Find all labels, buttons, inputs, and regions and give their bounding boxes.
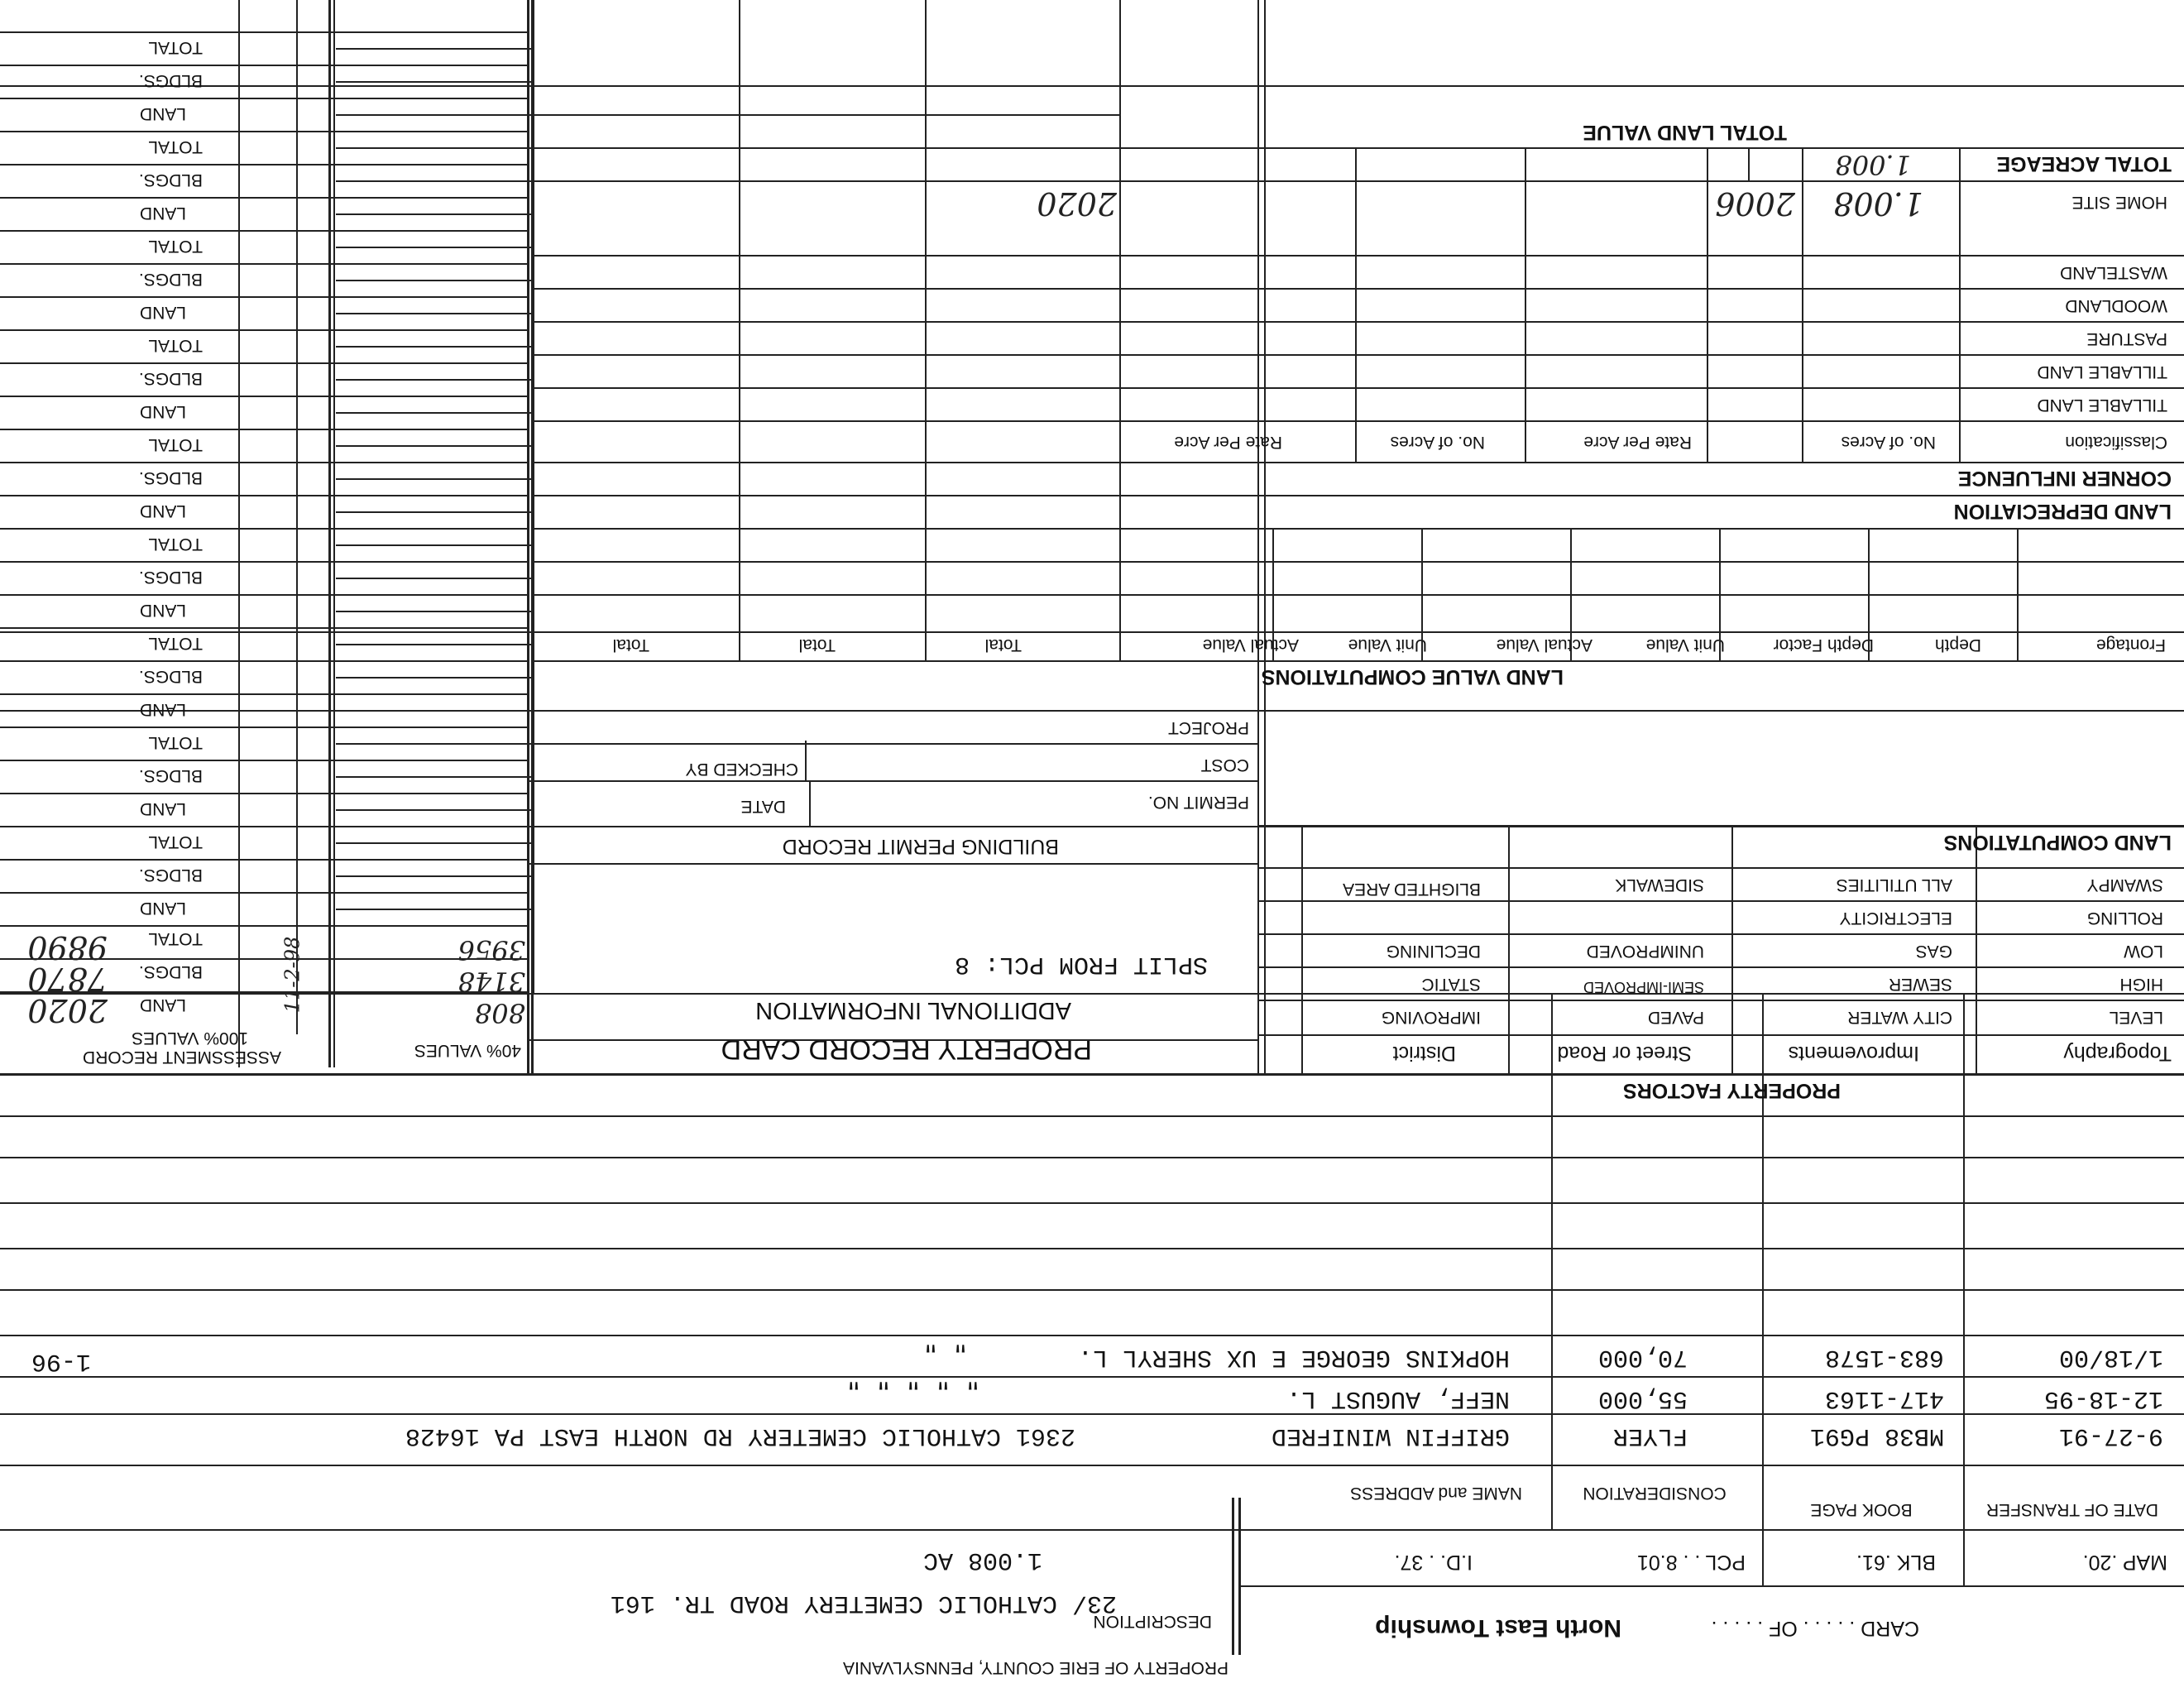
rule bbox=[0, 727, 529, 728]
assessment-row-label: BLDGS. bbox=[138, 766, 203, 785]
rule bbox=[805, 741, 807, 782]
assessment-row-label: TOTAL bbox=[148, 733, 203, 752]
rule bbox=[0, 1289, 2184, 1291]
total-land-value-label: TOTAL LAND VALUE bbox=[1583, 121, 1787, 144]
rule bbox=[336, 511, 534, 513]
rule bbox=[1762, 993, 1764, 1531]
assessment-row-label: BLDGS. bbox=[138, 369, 203, 388]
assess-land-100: 2020 bbox=[27, 992, 108, 1029]
permit-date-label: DATE bbox=[740, 797, 786, 816]
district-improving: IMPROVING bbox=[1381, 1008, 1481, 1027]
street-header: Street or Road bbox=[1557, 1042, 1692, 1065]
rule bbox=[1707, 149, 1708, 463]
rule bbox=[238, 0, 240, 1067]
assess-total-label: TOTAL bbox=[148, 929, 203, 948]
rule bbox=[1257, 900, 2184, 902]
class-header-acres-1: No. of Acres bbox=[1841, 433, 1936, 452]
rule bbox=[0, 760, 529, 761]
rule bbox=[1551, 993, 1553, 1531]
class-pasture: PASTURE bbox=[2086, 329, 2167, 348]
assessment-row-label: TOTAL bbox=[148, 535, 203, 554]
blk-field: BLK .61. bbox=[1856, 1551, 1936, 1574]
rule bbox=[0, 710, 2184, 712]
card-of-field: CARD . . . . . OF . . . . . bbox=[1711, 1617, 1919, 1640]
rule bbox=[0, 31, 529, 33]
class-header-acres-2: No. of Acres bbox=[1390, 433, 1485, 452]
assessment-row-label: BLDGS. bbox=[138, 667, 203, 686]
assess-land-label: LAND bbox=[139, 995, 186, 1014]
rule bbox=[0, 627, 529, 629]
property-of-label: PROPERTY OF ERIE COUNTY, PENNSYLVANIA bbox=[842, 1658, 1228, 1677]
impr-city-water: CITY WATER bbox=[1847, 1008, 1952, 1027]
rule bbox=[336, 743, 534, 745]
class-home-site: HOME SITE bbox=[2071, 193, 2167, 212]
assess-bldgs-label: BLDGS. bbox=[138, 962, 203, 981]
rule bbox=[0, 329, 529, 331]
rule bbox=[534, 420, 2184, 422]
col-unit-value: Unit Value bbox=[1645, 635, 1725, 655]
transfer-consideration: 55,000 bbox=[1597, 1384, 1688, 1412]
transfer-address: " " bbox=[922, 1326, 968, 1355]
district-static: STATIC bbox=[1421, 975, 1481, 994]
rule bbox=[0, 362, 529, 364]
rule bbox=[336, 776, 534, 778]
rule bbox=[534, 255, 2184, 257]
rule bbox=[328, 0, 331, 1067]
building-permit-title: BUILDING PERMIT RECORD bbox=[782, 835, 1059, 858]
rule bbox=[336, 313, 534, 314]
rule bbox=[1508, 827, 1510, 1076]
assessment-row-label: BLDGS. bbox=[138, 468, 203, 487]
col-depth-factor: Depth Factor bbox=[1773, 635, 1874, 655]
impr-electricity: ELECTRICITY bbox=[1839, 909, 1952, 928]
district-declining: DECLINING bbox=[1386, 942, 1481, 961]
assessment-row-label: TOTAL bbox=[148, 137, 203, 156]
transfer-book: 417-1163 bbox=[1824, 1384, 1944, 1412]
rule bbox=[739, 0, 740, 662]
rule bbox=[1976, 827, 1977, 1076]
rule bbox=[333, 0, 335, 1067]
rule bbox=[1719, 530, 1721, 662]
rule bbox=[336, 445, 534, 447]
rule bbox=[336, 478, 534, 480]
rule bbox=[809, 782, 811, 827]
additional-info-title: ADDITIONAL INFORMATION bbox=[755, 997, 1071, 1024]
transfer-date: 1/18/00 bbox=[2058, 1343, 2163, 1371]
assessment-row-label: LAND bbox=[139, 899, 186, 918]
rule bbox=[1232, 1498, 1234, 1655]
transfer-address: 2361 CATHOLIC CEMETERY RD NORTH EAST PA 16428 bbox=[405, 1422, 1075, 1450]
rule bbox=[0, 495, 529, 496]
transfer-consideration-header: CONSIDERATION bbox=[1583, 1484, 1727, 1503]
topo-low: LOW bbox=[2124, 942, 2163, 961]
assessment-row-label: LAND bbox=[139, 104, 186, 123]
assessment-row-label: TOTAL bbox=[148, 634, 203, 653]
rule bbox=[0, 296, 529, 298]
rule bbox=[529, 180, 2184, 182]
rule bbox=[0, 1465, 2184, 1466]
col-unit-value-2: Unit Value bbox=[1348, 635, 1427, 655]
assess-land-40: 808 bbox=[474, 997, 525, 1029]
rule bbox=[0, 85, 2184, 87]
improvements-header: Improvements bbox=[1788, 1042, 1919, 1065]
col-depth: Depth bbox=[1934, 635, 1981, 655]
rule bbox=[0, 892, 529, 894]
street-paved: PAVED bbox=[1647, 1008, 1704, 1027]
assessment-row-label: TOTAL bbox=[148, 832, 203, 851]
map-field: MAP .20. bbox=[2082, 1551, 2167, 1574]
street-sidewalk: SIDEWALK bbox=[1615, 875, 1704, 894]
property-record-card-title: PROPERTY RECORD CARD bbox=[721, 1033, 1092, 1065]
assess-total-100: 9890 bbox=[27, 929, 108, 966]
assessment-row-label: LAND bbox=[139, 799, 186, 818]
rule bbox=[529, 780, 1257, 782]
street-unimproved: UNIMPROVED bbox=[1586, 942, 1704, 961]
rule bbox=[0, 826, 529, 827]
rule bbox=[336, 909, 534, 910]
rule bbox=[1257, 825, 2184, 827]
home-site-rate: 2006 bbox=[1715, 185, 1795, 222]
pct40-label: 40% VALUES bbox=[414, 1041, 521, 1060]
rule bbox=[534, 354, 2184, 356]
total-acreage-value: 1.008 bbox=[1835, 149, 1911, 180]
rule bbox=[2017, 530, 2019, 662]
class-woodland: WOODLAND bbox=[2065, 296, 2167, 315]
rule bbox=[0, 1376, 2184, 1378]
permit-checked-by-label: CHECKED BY bbox=[685, 760, 798, 779]
rule bbox=[527, 0, 529, 1076]
rule bbox=[1868, 530, 1870, 662]
rule bbox=[1959, 149, 1961, 463]
permit-cost-label: COST bbox=[1200, 755, 1249, 774]
pct100-label: 100% VALUES bbox=[132, 1029, 248, 1048]
assessment-row-label: TOTAL bbox=[148, 38, 203, 57]
rule bbox=[1272, 530, 1274, 662]
rule bbox=[529, 1039, 1257, 1041]
class-tillable-2: TILLABLE LAND bbox=[2037, 362, 2167, 381]
rule bbox=[1748, 149, 1750, 182]
rule bbox=[336, 213, 534, 215]
rule bbox=[0, 1335, 2184, 1336]
assessment-row-label: TOTAL bbox=[148, 435, 203, 454]
description-label: DESCRIPTION bbox=[1093, 1612, 1212, 1631]
rule bbox=[1257, 966, 2184, 968]
transfer-address: " " " " " bbox=[845, 1364, 980, 1392]
class-header-rate-1: Rate Per Acre bbox=[1583, 433, 1692, 452]
assessment-row-label: TOTAL bbox=[148, 237, 203, 256]
transfer-date: 12-18-95 bbox=[2043, 1384, 2163, 1412]
margin-note: 1-96 bbox=[31, 1347, 91, 1375]
transfer-consideration: 70,000 bbox=[1597, 1343, 1688, 1371]
col-frontage: Frontage bbox=[2095, 635, 2166, 655]
rule bbox=[0, 925, 529, 927]
class-header-rate-2: Rate Per Acre bbox=[1174, 433, 1282, 452]
class-tillable-1: TILLABLE LAND bbox=[2037, 396, 2167, 415]
assessment-row-label: LAND bbox=[139, 303, 186, 322]
land-value-computations-title: LAND VALUE COMPUTATIONS bbox=[1261, 665, 1564, 688]
district-blighted: BLIGHTED AREA bbox=[1343, 880, 1481, 899]
assessment-row-label: LAND bbox=[139, 402, 186, 421]
rule bbox=[1963, 993, 1965, 1531]
rule bbox=[534, 321, 2184, 323]
rule bbox=[336, 48, 534, 50]
rule bbox=[1731, 827, 1733, 1076]
rule bbox=[1257, 867, 2184, 869]
rule bbox=[534, 561, 2184, 563]
rule bbox=[336, 81, 534, 83]
rule bbox=[534, 594, 2184, 596]
rule bbox=[1301, 827, 1303, 1076]
rule bbox=[0, 859, 529, 861]
rule bbox=[336, 114, 534, 116]
home-site-acres: 1.008 bbox=[1833, 185, 1923, 222]
rule bbox=[0, 1157, 2184, 1158]
assessment-row-label: LAND bbox=[139, 700, 186, 719]
rule bbox=[1119, 0, 1121, 662]
rule bbox=[1421, 530, 1423, 662]
transfer-date-header: DATE OF TRANSFER bbox=[1985, 1500, 2159, 1519]
rule bbox=[1355, 149, 1357, 463]
rule bbox=[0, 197, 529, 199]
topo-rolling: ROLLING bbox=[2086, 909, 2163, 928]
col-actual-value-2: Actual Value bbox=[1202, 635, 1299, 655]
rule bbox=[336, 147, 534, 149]
rule bbox=[534, 387, 2184, 389]
transfer-name: HOPKINS GEORGE E UX SHERYL L. bbox=[1077, 1343, 1510, 1371]
assess-date-note: 11-2-98 bbox=[280, 936, 304, 1014]
topography-header: Topography bbox=[2063, 1042, 2172, 1065]
rule bbox=[0, 660, 529, 662]
assessment-row-label: BLDGS. bbox=[138, 270, 203, 289]
rule bbox=[0, 631, 2184, 633]
rule bbox=[336, 544, 534, 546]
transfer-consideration: FLYER bbox=[1612, 1422, 1688, 1450]
rule bbox=[1802, 149, 1803, 463]
township-name: North East Township bbox=[1375, 1614, 1621, 1642]
transfer-book: 683-1578 bbox=[1824, 1343, 1944, 1371]
rule bbox=[336, 346, 534, 348]
rule bbox=[0, 693, 529, 695]
district-header: District bbox=[1392, 1042, 1456, 1065]
class-header-classification: Classification bbox=[2065, 433, 2167, 452]
rule bbox=[336, 842, 534, 844]
impr-sewer: SEWER bbox=[1888, 975, 1952, 994]
rule bbox=[1570, 530, 1572, 662]
rule bbox=[1525, 149, 1526, 463]
corner-influence-label: CORNER INFLUENCE bbox=[1957, 467, 2172, 490]
col-actual-value: Actual Value bbox=[1496, 635, 1592, 655]
assessment-row-label: BLDGS. bbox=[138, 71, 203, 90]
rule bbox=[0, 561, 529, 563]
rule bbox=[0, 98, 529, 99]
transfer-book: MB38 PG91 bbox=[1809, 1422, 1944, 1450]
rule bbox=[534, 660, 2184, 662]
rule bbox=[336, 247, 534, 248]
rule bbox=[925, 0, 927, 662]
rule bbox=[336, 578, 534, 579]
rule bbox=[0, 263, 529, 265]
col-total-1: Total bbox=[984, 635, 1022, 655]
rule bbox=[0, 1115, 2184, 1117]
permit-no-label: PERMIT NO. bbox=[1147, 793, 1249, 812]
rule bbox=[296, 0, 298, 1034]
assessment-title: ASSESSMENT RECORD bbox=[83, 1048, 281, 1067]
rule bbox=[529, 147, 2184, 149]
rule bbox=[0, 594, 529, 596]
assessment-row-label: LAND bbox=[139, 501, 186, 520]
rule bbox=[531, 0, 534, 1076]
rule bbox=[0, 793, 529, 794]
rule bbox=[336, 875, 534, 877]
rule bbox=[0, 429, 529, 430]
rule bbox=[336, 611, 534, 612]
impr-gas: GAS bbox=[1915, 942, 1952, 961]
topo-high: HIGH bbox=[2119, 975, 2163, 994]
rule bbox=[0, 131, 529, 132]
rule bbox=[336, 180, 534, 182]
rule bbox=[0, 396, 529, 397]
rule bbox=[1241, 1585, 2184, 1587]
land-value-entry: 2020 bbox=[1037, 185, 1117, 222]
rule bbox=[336, 809, 534, 811]
transfer-book-header: BOOK PAGE bbox=[1810, 1500, 1913, 1519]
rule bbox=[336, 412, 534, 414]
transfer-name: GRIFFIN WINIFRED bbox=[1271, 1422, 1510, 1450]
permit-project-label: PROJECT bbox=[1167, 718, 1249, 737]
assessment-row-label: BLDGS. bbox=[138, 866, 203, 885]
pcl-field: PCL . . 8.01 bbox=[1636, 1551, 1746, 1574]
rule bbox=[1257, 933, 2184, 935]
rule bbox=[1257, 0, 1259, 1076]
rule bbox=[0, 65, 529, 66]
street-semi-improved: SEMI-IMPROVED bbox=[1583, 979, 1704, 995]
rule bbox=[529, 863, 1257, 865]
class-wasteland: WASTELAND bbox=[2060, 263, 2167, 282]
assessment-row-label: LAND bbox=[139, 601, 186, 620]
rule bbox=[0, 1073, 2184, 1076]
rule bbox=[1238, 1498, 1241, 1655]
land-depreciation-label: LAND DEPRECIATION bbox=[1953, 500, 2172, 523]
rule bbox=[534, 288, 2184, 290]
rule bbox=[0, 164, 529, 165]
transfer-name-header: NAME and ADDRESS bbox=[1350, 1484, 1522, 1503]
rule bbox=[336, 280, 534, 281]
assess-total-40: 3956 bbox=[457, 934, 525, 966]
rule bbox=[0, 1202, 2184, 1204]
assessment-row-label: BLDGS. bbox=[138, 568, 203, 587]
assessment-row-label: TOTAL bbox=[148, 336, 203, 355]
rule bbox=[534, 462, 2184, 463]
rule bbox=[534, 495, 2184, 496]
assessment-row-label: BLDGS. bbox=[138, 170, 203, 189]
rule bbox=[0, 1529, 2184, 1531]
id-field: I.D. . 37. bbox=[1394, 1551, 1473, 1574]
transfer-date: 9-27-91 bbox=[2058, 1422, 2163, 1450]
rule bbox=[0, 993, 2184, 995]
rule bbox=[336, 644, 534, 645]
rule bbox=[0, 1413, 2184, 1415]
rule bbox=[534, 528, 2184, 530]
rule bbox=[336, 379, 534, 381]
assess-bldgs-100: 7870 bbox=[27, 961, 108, 997]
rule bbox=[529, 826, 1257, 827]
property-factors-title: PROPERTY FACTORS bbox=[1622, 1079, 1841, 1102]
assess-bldgs-40: 3148 bbox=[457, 966, 525, 997]
class-total-acreage: TOTAL ACREAGE bbox=[1996, 152, 2172, 175]
col-total-3: Total bbox=[612, 635, 649, 655]
col-total-2: Total bbox=[798, 635, 836, 655]
rule bbox=[0, 1248, 2184, 1249]
transfer-name: NEFF, AUGUST L. bbox=[1286, 1384, 1510, 1412]
rule bbox=[529, 743, 1257, 745]
rule bbox=[0, 462, 529, 463]
description-value: 23/ CATHOLIC CEMETERY ROAD TR. 161 bbox=[610, 1589, 1117, 1617]
rule bbox=[0, 528, 529, 530]
rule bbox=[1257, 1000, 2184, 1001]
impr-all-utilities: ALL UTILITIES bbox=[1836, 875, 1952, 894]
topo-level: LEVEL bbox=[2109, 1008, 2163, 1027]
acreage-value: 1.008 AC bbox=[922, 1546, 1042, 1574]
land-computations-title: LAND COMPUTATIONS bbox=[1943, 831, 2172, 854]
rule bbox=[336, 710, 534, 712]
rule bbox=[336, 677, 534, 679]
rule bbox=[0, 230, 529, 232]
rule bbox=[1264, 0, 1266, 1076]
rule bbox=[529, 114, 1121, 116]
topo-swampy: SWAMPY bbox=[2086, 875, 2163, 894]
assessment-row-label: LAND bbox=[139, 204, 186, 223]
rule bbox=[1257, 1034, 2184, 1036]
split-note: SPLIT FROM PCL: 8 bbox=[954, 950, 1208, 978]
